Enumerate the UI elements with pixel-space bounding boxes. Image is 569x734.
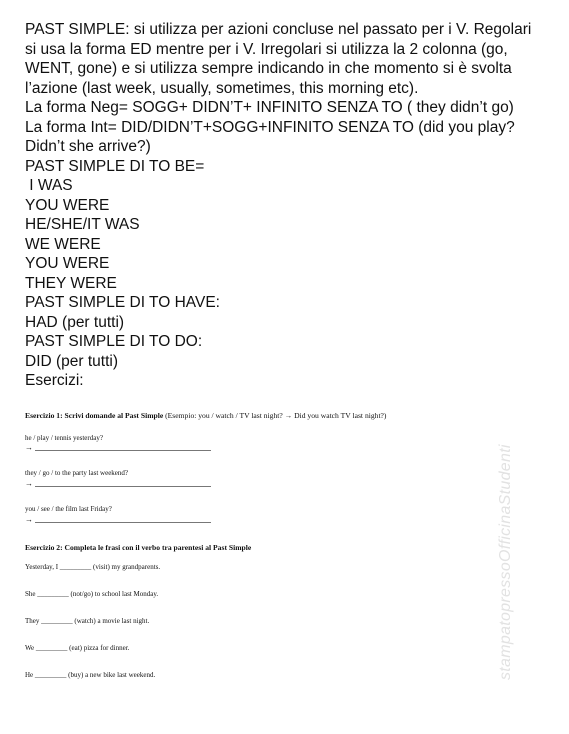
notes-line: HE/SHE/IT WAS [25,216,140,233]
notes-line: PAST SIMPLE: si utilizza per azioni concluse nel passato per i V. Regolari [25,21,532,38]
notes-line: WE WERE [25,235,101,253]
exercise-1-example: (Esempio: you / watch / TV last night? → Did you watch TV last night?) [163,411,387,420]
arrow-icon: → [25,443,33,452]
exercise-2-heading [25,543,251,553]
answer-blank[interactable] [35,522,211,523]
exercise-2-sentence: She _________ (not/go) to school last Monday. [25,590,159,598]
notes-line: THEY WERE [25,274,117,292]
exercise-2-sentence: We _________ (eat) pizza for dinner. [25,644,130,652]
exercise-1-heading [25,411,386,421]
exercise-2-sentence: He _________ (buy) a new bike last weekend. [25,671,156,679]
answer-blank[interactable] [35,486,211,487]
exercise-1-answer-line[interactable] [25,479,211,488]
notes-line: WENT, gone) e si utilizza sempre indicando in che momento si è svolta [25,60,512,77]
exercise-2-sentence: They _________ (watch) a movie last night. [25,617,150,625]
watermark-text: stampatopressoOfficinaStudenti [497,444,514,680]
notes-line: si usa la forma ED mentre per i V. Irregolari si utilizza la 2 colonna (go, [25,40,508,58]
exercise-1-answer-line[interactable] [25,443,211,452]
notes-line: La forma Neg= SOGG+ DIDN’T+ INFINITO SENZA TO ( they didn’t go) [25,99,514,116]
exercise-1-prompt: you / see / the film last Friday? [25,505,112,513]
answer-blank[interactable] [35,450,211,451]
arrow-icon: → [25,515,33,524]
grammar-notes [25,20,555,391]
exercise-1-prompt: they / go / to the party last weekend? [25,469,129,477]
notes-line: PAST SIMPLE DI TO BE= [25,157,205,175]
exercise-1-title: Esercizio 1: Scrivi domande al Past Simple [25,411,164,420]
notes-line: PAST SIMPLE DI TO HAVE: [25,294,220,311]
notes-line: DID (per tutti) [25,352,119,370]
exercise-2-sentence: Yesterday, I _________ (visit) my grandparents. [25,563,161,571]
notes-line: Esercizi: [25,372,84,389]
notes-line: HAD (per tutti) [25,313,125,331]
notes-line: l’azione (last week, usually, sometimes, this morning etc). [25,79,419,97]
exercise-1-answer-line[interactable] [25,515,211,524]
notes-line: La forma Int= DID/DIDN’T+SOGG+INFINITO SENZA TO (did you play? [25,118,515,136]
exercise-2-title: Esercizio 2: Completa le frasi con il verbo tra parentesi al Past Simple [25,543,252,552]
exercise-1-prompt: he / play / tennis yesterday? [25,434,103,442]
notes-line: I WAS [25,177,73,194]
notes-line: YOU WERE [25,196,110,214]
notes-line: YOU WERE [25,255,110,272]
notes-line: Didn’t she arrive?) [25,138,151,155]
arrow-icon: → [25,479,33,488]
notes-line: PAST SIMPLE DI TO DO: [25,333,203,350]
